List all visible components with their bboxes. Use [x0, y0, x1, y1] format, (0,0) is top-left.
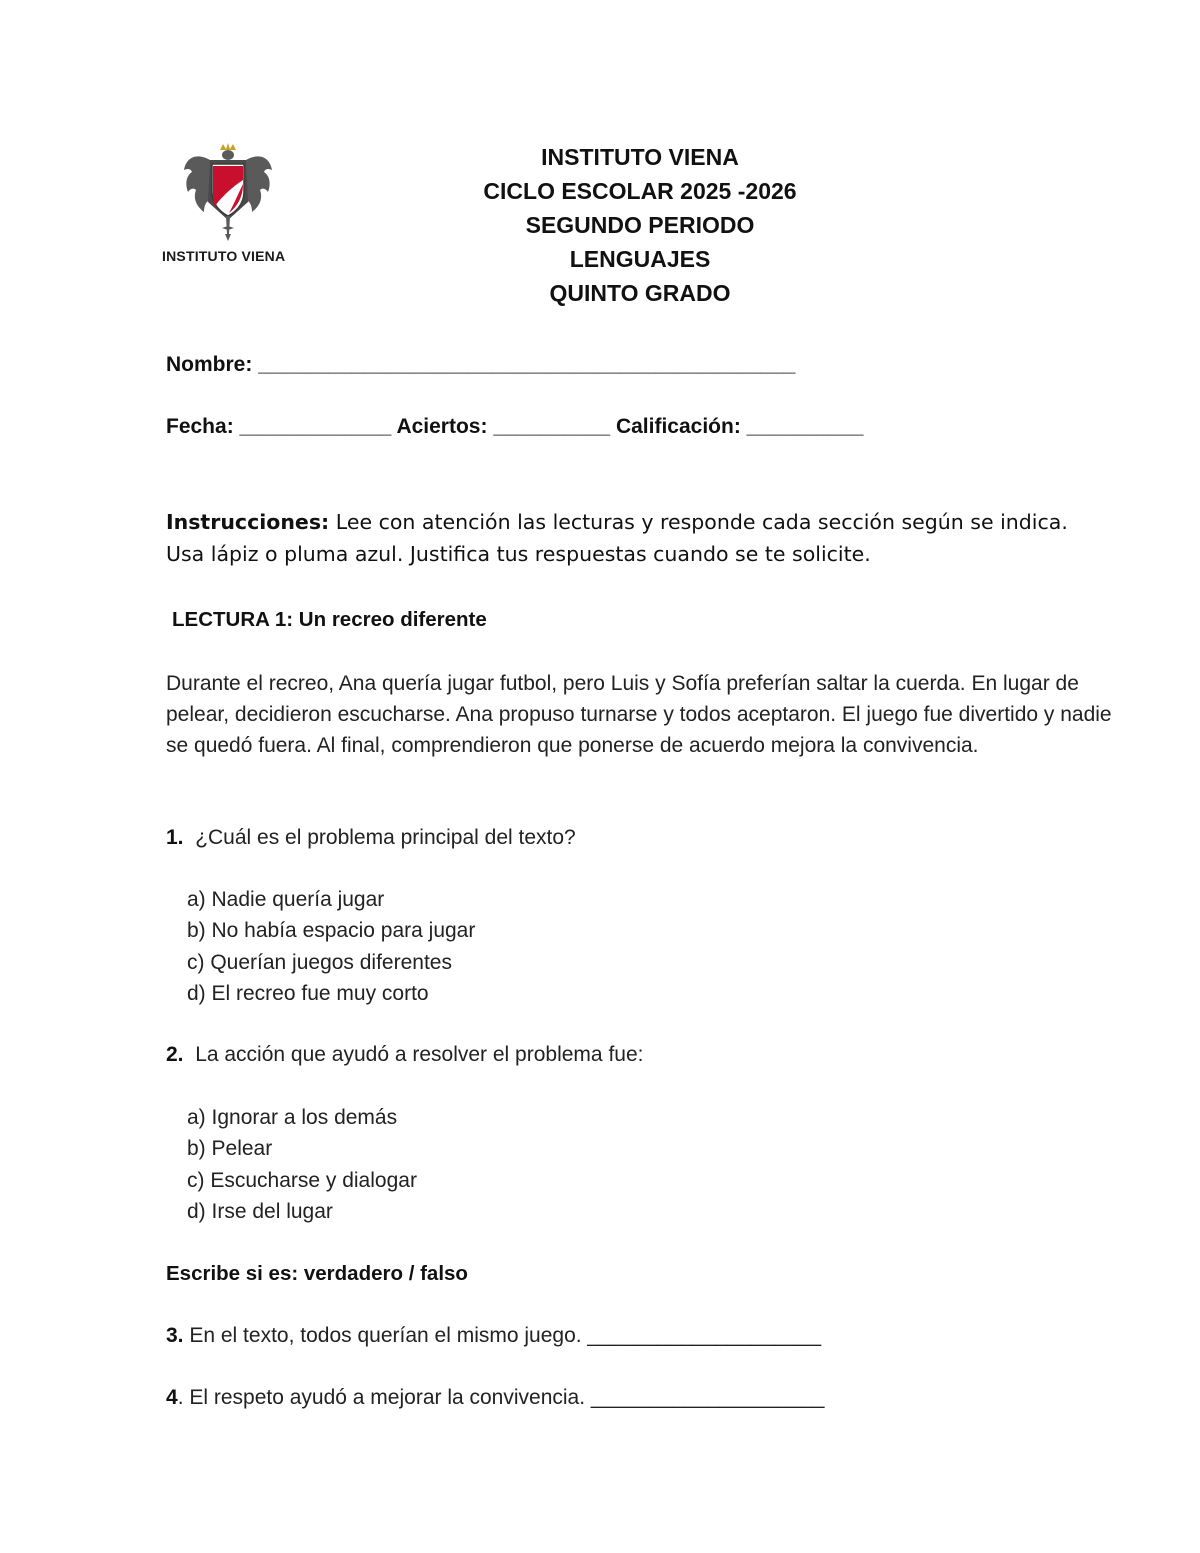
- calificacion-blank[interactable]: __________: [746, 415, 864, 438]
- header-line-subject: LENGUAJES: [569, 246, 711, 272]
- header-line-period: SEGUNDO PERIODO: [525, 212, 755, 238]
- reading-title: LECTURA 1: Un recreo diferente: [172, 608, 487, 631]
- instructions-label: Instrucciones:: [166, 510, 330, 534]
- option-c[interactable]: c) Escucharse y dialogar: [187, 1168, 417, 1192]
- reading-text: Durante el recreo, Ana quería jugar futbol, pero Luis y Sofía preferían saltar la cuerda. En lugar de pelear, decidieron escucharse. Ana propuso turnarse y todos aceptaron. El juego fue divertido y nadie se quedó fuera. Al final, comprendieron que ponerse de acuerdo mejora la convivencia.: [166, 672, 1112, 757]
- question-number: 2.: [166, 1043, 184, 1066]
- nombre-label: Nombre:: [166, 353, 253, 376]
- option-b[interactable]: b) Pelear: [187, 1137, 273, 1161]
- option-a[interactable]: a) Nadie quería jugar: [187, 888, 385, 911]
- aciertos-blank[interactable]: __________: [493, 415, 611, 438]
- tf-text: . El respeto ayudó a mejorar la convivencia.: [177, 1386, 591, 1409]
- option-a[interactable]: a) Ignorar a los demás: [187, 1106, 398, 1129]
- question-text: La acción que ayudó a resolver el problema fue:: [195, 1043, 644, 1066]
- question-2-options: [187, 1102, 417, 1227]
- question-1: [166, 826, 576, 850]
- fecha-blank[interactable]: _____________: [239, 415, 392, 438]
- fecha-label: Fecha:: [166, 415, 234, 438]
- fecha-row: [166, 415, 863, 439]
- tf-answer-blank[interactable]: ____________________: [590, 1386, 825, 1409]
- option-b[interactable]: b) No había espacio para jugar: [187, 919, 476, 943]
- tf-item-3: [166, 1324, 821, 1348]
- nombre-blank[interactable]: ______________________________________________: [258, 353, 796, 376]
- option-d[interactable]: d) El recreo fue muy corto: [187, 981, 429, 1005]
- option-d[interactable]: d) Irse del lugar: [187, 1199, 333, 1223]
- instructions: [166, 506, 1106, 570]
- question-number: 1.: [166, 826, 184, 849]
- header-line-school: INSTITUTO VIENA: [541, 144, 739, 170]
- instructions-text: Lee con atención las lecturas y responde cada sección según se indica. Usa lápiz o pluma azul. Justifica tus respuestas cuando se te solicite.: [166, 510, 1068, 566]
- aciertos-label: Aciertos:: [396, 415, 488, 438]
- nombre-field: [166, 353, 795, 377]
- header-line-grade: QUINTO GRADO: [549, 280, 731, 306]
- tf-number: 4: [166, 1386, 178, 1409]
- option-c[interactable]: c) Querían juegos diferentes: [187, 950, 452, 974]
- tf-answer-blank[interactable]: ____________________: [587, 1324, 822, 1347]
- question-text: ¿Cuál es el problema principal del texto?: [195, 826, 576, 849]
- tf-item-4: [166, 1386, 825, 1410]
- tf-number: 3.: [166, 1324, 184, 1347]
- logo-text: INSTITUTO VIENA: [162, 248, 286, 264]
- tf-text: En el texto, todos querían el mismo juego.: [189, 1324, 588, 1347]
- document-header: [400, 140, 880, 310]
- tf-section-title: Escribe si es: verdadero / falso: [166, 1262, 468, 1285]
- header-line-cycle: CICLO ESCOLAR 2025 -2026: [483, 178, 797, 204]
- calificacion-label: Calificación:: [615, 415, 741, 438]
- school-logo: [160, 142, 300, 267]
- eagle-crest-icon: [182, 142, 274, 242]
- question-1-options: [187, 884, 475, 1009]
- question-2: [166, 1043, 643, 1067]
